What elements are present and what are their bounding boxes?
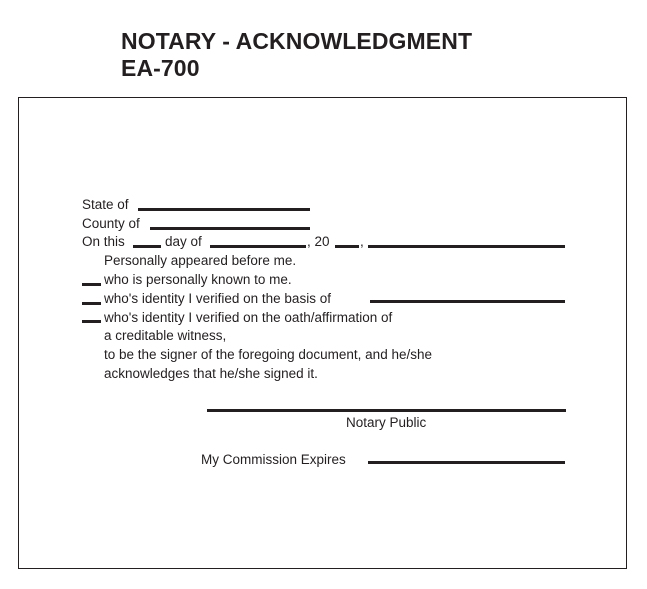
state-field[interactable] — [138, 208, 310, 211]
signer-statement-text: to be the signer of the foregoing document, and he/she — [104, 347, 432, 362]
day-of-label: day of — [165, 234, 202, 249]
notary-signature-line[interactable] — [207, 409, 566, 412]
personally-appeared-text: Personally appeared before me. — [104, 253, 297, 268]
basis-field[interactable] — [370, 300, 565, 303]
option-oath-text: who's identity I verified on the oath/affirmation of — [104, 310, 393, 325]
commission-label: My Commission Expires — [201, 452, 346, 467]
state-label: State of — [82, 197, 129, 212]
acknowledges-statement-text: acknowledges that he/she signed it. — [104, 366, 318, 381]
document-title — [121, 28, 472, 82]
commission-expires-field[interactable] — [368, 461, 565, 464]
known-checkbox-line[interactable] — [82, 283, 101, 286]
option-known-text: who is personally known to me. — [104, 272, 292, 287]
county-label: County of — [82, 216, 140, 231]
basis-checkbox-line[interactable] — [82, 302, 101, 305]
day-number-field[interactable] — [133, 245, 161, 248]
signer-name-field[interactable] — [368, 245, 565, 248]
oath-checkbox-line[interactable] — [82, 320, 101, 323]
month-field[interactable] — [210, 245, 306, 248]
title-line-1: NOTARY - ACKNOWLEDGMENT — [121, 28, 473, 54]
on-this-label: On this — [82, 234, 125, 249]
creditable-witness-text: a creditable witness, — [104, 328, 227, 343]
notary-public-label: Notary Public — [346, 415, 427, 430]
year-suffix-label: , — [360, 234, 364, 249]
title-line-2: EA-700 — [121, 55, 200, 81]
year-prefix-label: , 20 — [307, 234, 330, 249]
option-basis-text: who's identity I verified on the basis of — [104, 291, 331, 306]
year-field[interactable] — [335, 245, 359, 248]
county-field[interactable] — [150, 227, 310, 230]
